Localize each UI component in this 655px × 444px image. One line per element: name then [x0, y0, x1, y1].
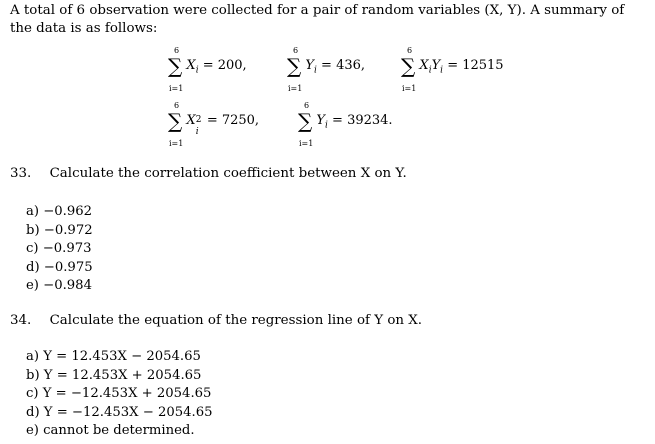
- sum-value: = 7250,: [206, 113, 260, 128]
- sum-index: i: [428, 65, 432, 76]
- sum-variable: X: [419, 58, 429, 73]
- sum-index: i: [325, 120, 328, 131]
- sum-upper-limit: 6: [174, 101, 180, 110]
- sum-value: = 436,: [321, 58, 366, 73]
- option-c[interactable]: c) −0.973: [26, 241, 92, 256]
- sum-upper-limit: 6: [407, 46, 413, 55]
- sum-index-2: i: [440, 65, 444, 76]
- question-33: [10, 166, 407, 181]
- option-d[interactable]: d) Y = −12.453X − 2054.65: [26, 404, 213, 420]
- question-text: Calculate the correlation coefficient between X on Y.: [49, 166, 407, 181]
- question-text: Calculate the equation of the regression line of Y on X.: [49, 313, 423, 328]
- sum-lower-limit: i=1: [169, 139, 184, 148]
- sum-value: = 39234.: [332, 113, 393, 128]
- sum-value: = 200,: [202, 58, 247, 73]
- sum-x-squared: [168, 101, 260, 148]
- sum-variable: Y: [305, 58, 315, 73]
- q34-options: [26, 348, 213, 441]
- sum-lower-limit: i=1: [288, 84, 303, 93]
- sum-variable: X: [186, 58, 196, 73]
- sum-upper-limit: 6: [293, 46, 299, 55]
- option-c[interactable]: c) Y = −12.453X + 2054.65: [26, 386, 212, 401]
- option-e[interactable]: e) cannot be determined.: [26, 423, 195, 438]
- sum-xy: [401, 46, 504, 93]
- sum-lower-limit: i=1: [169, 84, 184, 93]
- sigma-symbol: ∑: [298, 109, 313, 133]
- question-number: 34.: [10, 313, 32, 328]
- sum-upper-limit: 6: [304, 101, 310, 110]
- sum-value: = 12515: [447, 58, 504, 73]
- option-e[interactable]: e) −0.984: [26, 278, 92, 293]
- sigma-symbol: ∑: [401, 54, 416, 78]
- question-number: 33.: [10, 166, 32, 181]
- sum-lower-limit: i=1: [402, 84, 417, 93]
- intro-paragraph: A total of 6 observation were collected for a pair of random variables (X, Y). A summary of the data is as follows:: [10, 3, 625, 36]
- sum-exponent: 2: [195, 115, 202, 125]
- sigma-symbol: ∑: [168, 109, 183, 133]
- sum-upper-limit: 6: [174, 46, 180, 55]
- sum-x: [168, 46, 247, 93]
- option-a[interactable]: a) −0.962: [26, 204, 93, 219]
- sum-variable: Y: [316, 113, 326, 128]
- sum-index: i: [195, 127, 199, 137]
- sum-index: i: [314, 65, 317, 76]
- sum-y: [287, 46, 366, 93]
- sum-lower-limit: i=1: [299, 139, 314, 148]
- option-b[interactable]: b) Y = 12.453X + 2054.65: [26, 367, 202, 383]
- question-34: [10, 313, 422, 328]
- sigma-symbol: ∑: [168, 54, 183, 78]
- sigma-symbol: ∑: [287, 54, 302, 78]
- option-a[interactable]: a) Y = 12.453X − 2054.65: [26, 349, 201, 364]
- option-d[interactable]: d) −0.975: [26, 259, 93, 275]
- q33-options: [26, 203, 93, 296]
- sum-variable-2: Y: [431, 58, 441, 73]
- sum-index: i: [195, 65, 199, 76]
- sum-y-second: [298, 101, 393, 148]
- sum-variable: X: [186, 113, 196, 128]
- option-b[interactable]: b) −0.972: [26, 222, 93, 238]
